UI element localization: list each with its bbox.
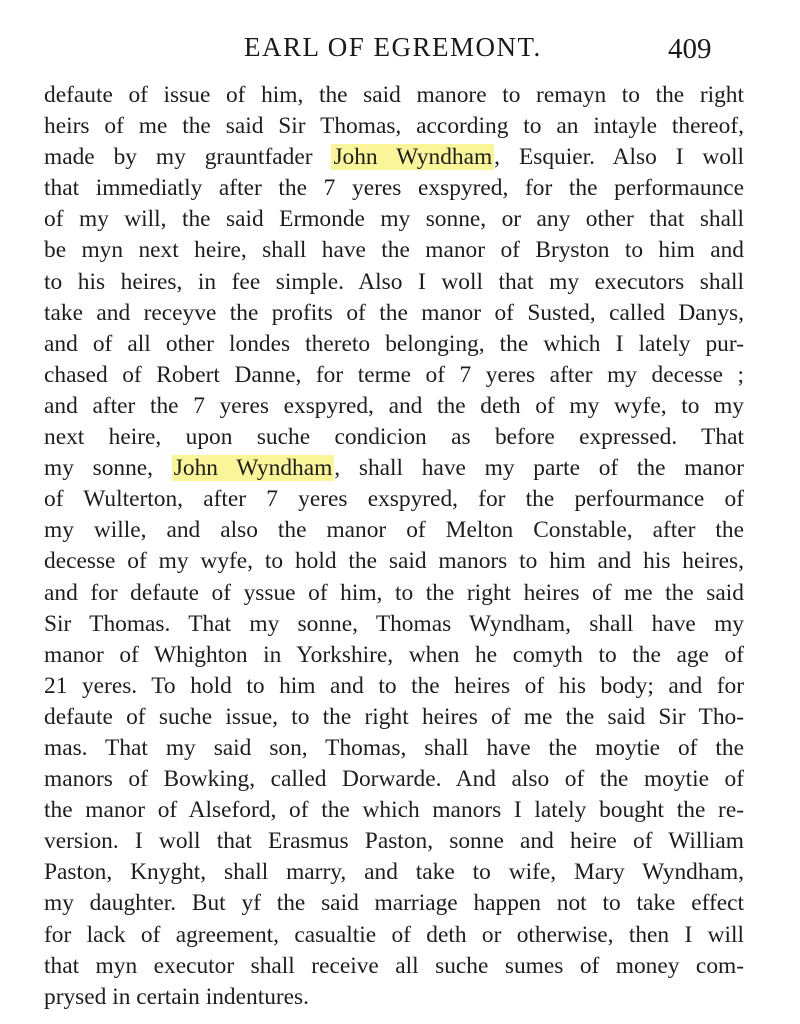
text-line <box>44 111 744 142</box>
text-line <box>44 609 744 640</box>
text-segment: heirs of me the said Sir Thomas, according to an intayle thereof, <box>44 113 744 140</box>
text-line <box>44 453 744 484</box>
text-line <box>44 484 744 515</box>
text-segment: of my will, the said Ermonde my sonne, or any other that shall <box>44 206 744 233</box>
text-line <box>44 80 744 111</box>
text-line <box>44 702 744 733</box>
text-segment: prysed in certain indentures. <box>44 983 310 1010</box>
text-line <box>44 173 744 204</box>
text-segment: to his heires, in fee simple. Also I woll that my executors shall <box>44 268 744 295</box>
text-segment: be myn next heire, shall have the manor of Bryston to him and <box>44 237 744 264</box>
text-line <box>44 951 744 982</box>
text-line <box>44 733 744 764</box>
text-line <box>44 671 744 702</box>
text-line <box>44 888 744 919</box>
text-segment: made by my grauntfader <box>44 144 332 171</box>
text-line <box>44 267 744 298</box>
text-line <box>44 235 744 266</box>
text-segment: for lack of agreement, casualtie of deth or otherwise, then I will <box>44 921 744 948</box>
text-segment: the manor of Alseford, of the which manors I lately bought the re- <box>44 797 744 824</box>
text-line <box>44 795 744 826</box>
text-line <box>44 204 744 235</box>
text-line <box>44 920 744 951</box>
running-title: EARL OF EGREMONT. <box>244 32 542 62</box>
text-line <box>44 764 744 795</box>
text-line <box>44 546 744 577</box>
body-text <box>44 80 744 1013</box>
text-segment: and after the 7 yeres exspyred, and the deth of my wyfe, to my <box>44 392 744 419</box>
text-segment: , shall have my parte of the manor <box>334 455 744 482</box>
text-segment: Paston, Knyght, shall marry, and take to wife, Mary Wyndham, <box>44 859 744 886</box>
running-head <box>0 30 800 64</box>
text-segment: my sonne, <box>44 455 172 482</box>
text-segment: defaute of suche issue, to the right heires of me the said Sir Tho- <box>44 703 744 730</box>
text-segment: and for defaute of yssue of him, to the right heires of me the said <box>44 579 744 606</box>
text-segment: 21 yeres. To hold to him and to the heires of his body; and for <box>44 672 744 699</box>
text-segment: of Wulterton, after 7 yeres exspyred, for the perfourmance of <box>44 486 744 513</box>
text-segment: and of all other londes thereto belonging, the which I lately pur- <box>44 330 744 357</box>
highlighted-name: John Wyndham <box>173 455 333 482</box>
text-line <box>44 826 744 857</box>
text-line <box>44 391 744 422</box>
text-line <box>44 360 744 391</box>
text-segment: mas. That my said son, Thomas, shall have the moytie of the <box>44 734 744 761</box>
text-line <box>44 640 744 671</box>
text-segment: manor of Whighton in Yorkshire, when he comyth to the age of <box>44 641 744 668</box>
highlighted-name: John Wyndham <box>333 144 493 171</box>
text-line <box>44 982 744 1013</box>
text-segment: defaute of issue of him, the said manore to remayn to the right <box>44 82 744 108</box>
text-line <box>44 422 744 453</box>
text-segment: decesse of my wyfe, to hold the said manors to him and his heires, <box>44 548 744 575</box>
text-segment: chased of Robert Danne, for terme of 7 yeres after my decesse ; <box>44 361 744 388</box>
text-segment: that immediatly after the 7 yeres exspyred, for the performaunce <box>44 175 744 202</box>
text-line <box>44 329 744 360</box>
text-segment: that myn executor shall receive all suche sumes of money com- <box>44 952 744 979</box>
text-segment: take and receyve the profits of the manor of Susted, called Danys, <box>44 299 744 326</box>
text-line <box>44 515 744 546</box>
text-segment: version. I woll that Erasmus Paston, sonne and heire of William <box>44 828 744 855</box>
text-line <box>44 142 744 173</box>
text-segment: , Esquier. Also I woll <box>494 144 744 171</box>
text-segment: my wille, and also the manor of Melton Constable, after the <box>44 517 744 544</box>
text-segment: Sir Thomas. That my sonne, Thomas Wyndham, shall have my <box>44 610 744 637</box>
text-line <box>44 578 744 609</box>
text-segment: my daughter. But yf the said marriage happen not to take effect <box>44 890 744 917</box>
page-number: 409 <box>668 33 712 65</box>
text-segment: manors of Bowking, called Dorwarde. And also of the moytie of <box>44 766 744 793</box>
text-line <box>44 857 744 888</box>
text-segment: next heire, upon suche condicion as before expressed. That <box>44 424 744 451</box>
text-line <box>44 298 744 329</box>
